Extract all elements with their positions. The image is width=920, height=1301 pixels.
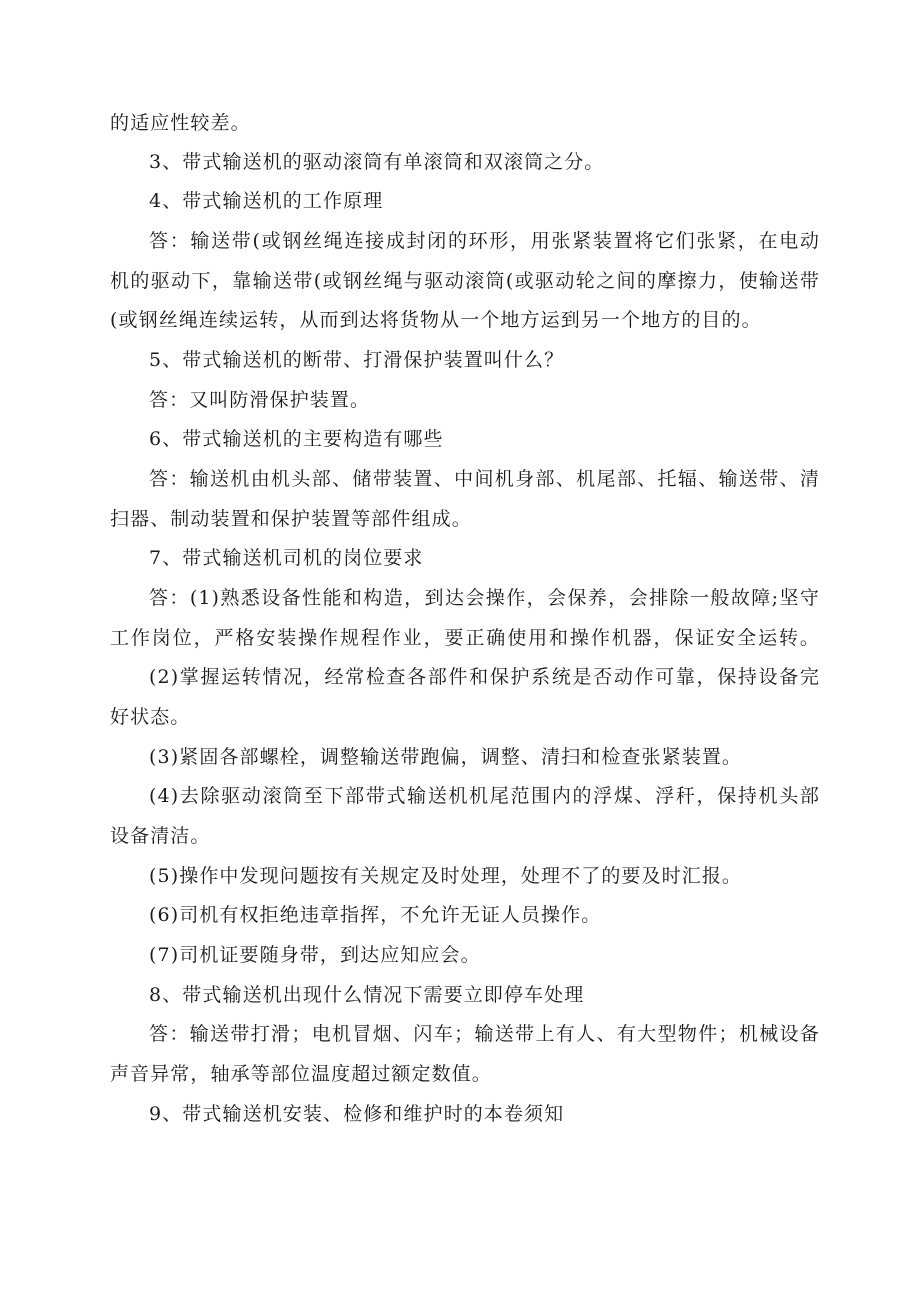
section-heading: 3、带式输送机的驱动滚筒有单滚筒和双滚筒之分。 — [149, 151, 605, 173]
text-line: 设备清洁。 — [110, 825, 211, 847]
text-line: 机的驱动下，靠输送带(或钢丝绳与驱动滚筒(或驱动轮之间的摩擦力，使输送带 — [110, 270, 820, 292]
list-item: (4)去除驱动滚筒至下部带式输送机机尾范围内的浮煤、浮秆，保持机头部 — [149, 785, 820, 807]
text-line: 的适应性较差。 — [110, 112, 251, 134]
list-item: (6)司机有权拒绝违章指挥，不允许无证人员操作。 — [149, 904, 602, 926]
answer-line: 答：又叫防滑保护装置。 — [149, 389, 371, 411]
answer-line: 答：(1)熟悉设备性能和构造，到达会操作，会保养，会排除一般故障;坚守 — [149, 587, 820, 609]
list-item: (3)紧固各部螺栓，调整输送带跑偏，调整、清扫和检查张紧装置。 — [149, 746, 743, 768]
section-heading: 9、带式输送机安装、检修和维护时的本卷须知 — [149, 1103, 565, 1125]
section-heading: 5、带式输送机的断带、打滑保护装置叫什么？ — [149, 349, 565, 371]
list-item: (2)掌握运转情况，经常检查各部件和保护系统是否动作可靠，保持设备完 — [149, 666, 820, 688]
text-line: 好状态。 — [110, 706, 191, 728]
section-heading: 6、带式输送机的主要构造有哪些 — [149, 428, 444, 450]
answer-line: 答：输送带打滑；电机冒烟、闪车；输送带上有人、有大型物件；机械设备 — [149, 1023, 820, 1045]
list-item: (7)司机证要随身带，到达应知应会。 — [149, 944, 481, 966]
text-line: (或钢丝绳连续运转，从而到达将货物从一个地方运到另一个地方的目的。 — [110, 309, 762, 331]
answer-line: 答：输送带(或钢丝绳连接成封闭的环形，用张紧装置将它们张紧，在电动 — [149, 230, 820, 252]
text-line: 工作岗位，严格安装操作规程作业，要正确使用和操作机器，保证安全运转。 — [110, 627, 820, 649]
section-heading: 7、带式输送机司机的岗位要求 — [149, 547, 424, 569]
answer-line: 答：输送机由机头部、储带装置、中间机身部、机尾部、托辐、输送带、清 — [149, 468, 820, 490]
text-line: 扫器、制动装置和保护装置等部件组成。 — [110, 508, 472, 530]
section-heading: 4、带式输送机的工作原理 — [149, 190, 384, 212]
section-heading: 8、带式输送机出现什么情况下需要立即停车处理 — [149, 984, 585, 1006]
text-line: 声音异常，轴承等部位温度超过额定数值。 — [110, 1063, 492, 1085]
list-item: (5)操作中发现问题按有关规定及时处理，处理不了的要及时汇报。 — [149, 865, 743, 887]
